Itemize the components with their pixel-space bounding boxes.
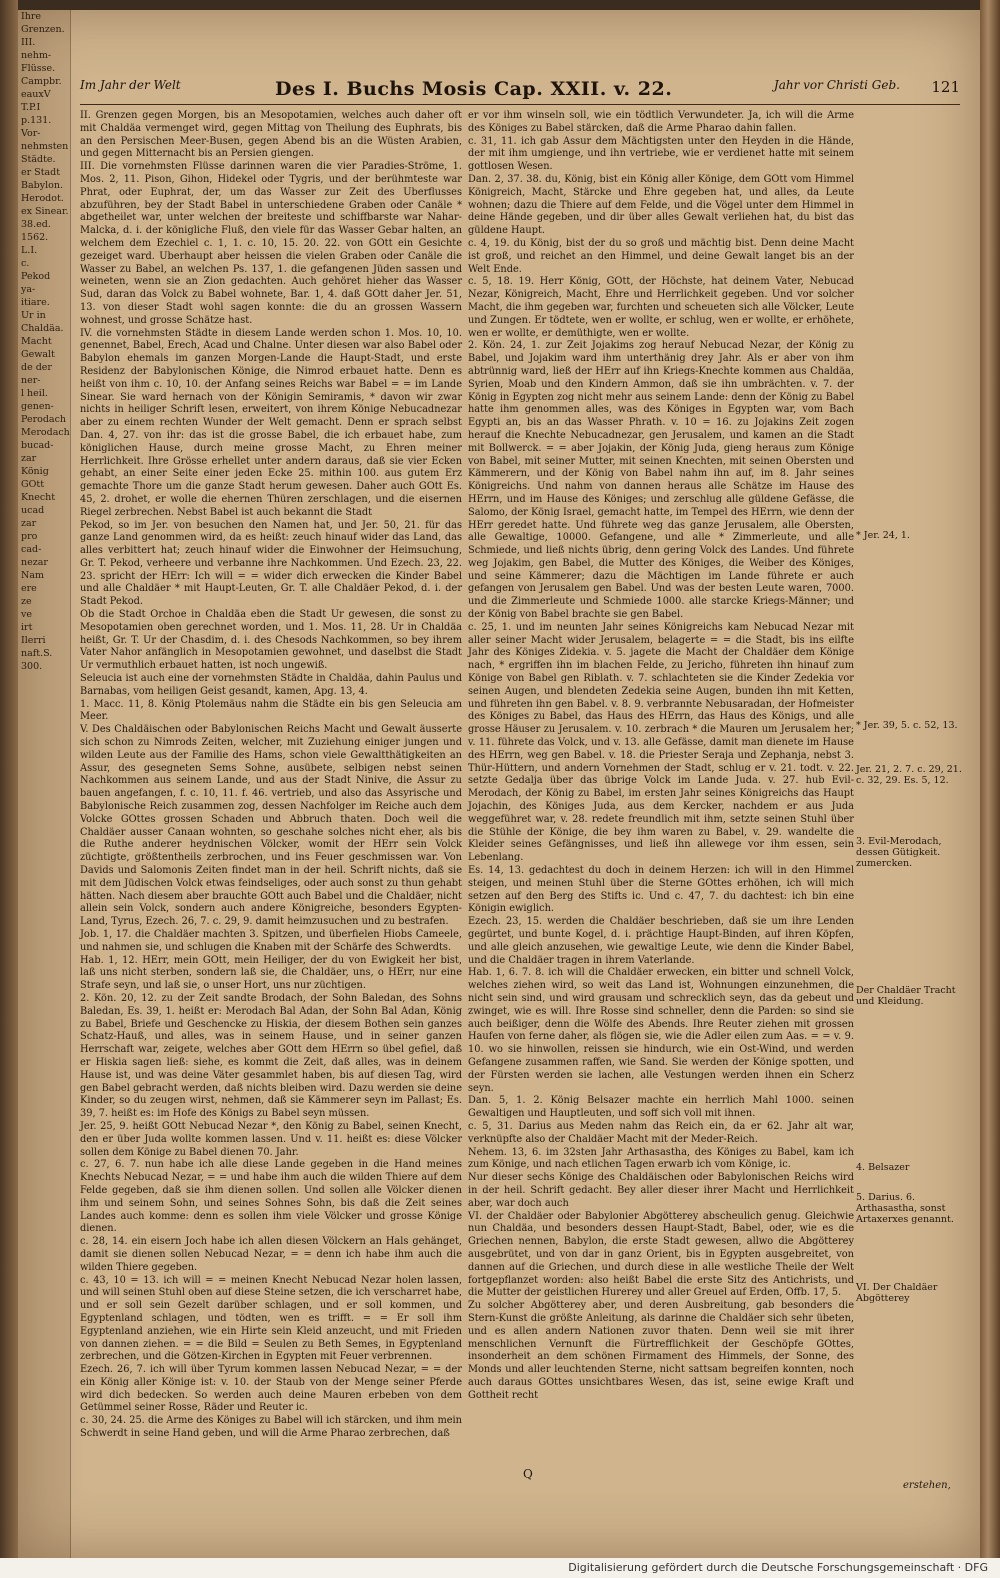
facing-page-text-fragment: L.I. — [21, 245, 38, 256]
left-text-column — [80, 110, 462, 1441]
margin-note: Der Chaldäer Tracht und Kleidung. — [856, 985, 956, 1007]
paragraph: 2. Kön. 20, 12. zu der Zeit sandte Brodach, der Sohn Baledan, des Sohns Baledan, Es. 39, 1. heißt er: Merodach Bal Adan, der Sohn Bal Adan, König zu Babel, Briefe und Geschencke zu Hiskia, der diesem Bothen sein ganzes Schatz-Hauß, und alles, was in seinem Hause, und in seiner ganzen Herrschaft war, zeigete, welches aber GOtt dem HErrn so übel gefiel, daß er Hiskia sagen ließ: siehe, es kommt die Zeit, daß alles, was in deinem Hause ist, und was deine Väter gesammlet haben, bis auf diesen Tag, wird gen Babel gebracht werden, daß nichts bleiben wird. Dazu werden sie deine Kinder, so du zeugen wirst, nehmen, daß sie Kämmerer seyn im Pallast; Es. 39, 7. heißt es: im Hofe des Königs zu Babel seyn müssen. — [80, 992, 462, 1120]
facing-page-text-fragment: Gewalt — [21, 349, 55, 360]
paragraph: Ezech. 23, 15. werden die Chaldäer beschrieben, daß sie um ihre Lenden gegürtet, und bunte Kogel, d. i. prächtige Haupt-Binden, auf ihren Köpfen, und alle gleich anzusehen, wie gewaltige Leute, wie denn die Kinder Babel, und die Chaldäer tragen in ihrem Vaterlande. — [468, 916, 854, 966]
paragraph: c. 28, 14. ein eisern Joch habe ich allen diesen Völckern an Hals gehänget, damit sie dienen sollen Nebucad Nezar, = = denn ich habe ihm auch die wilden Thiere gegeben. — [80, 1236, 462, 1273]
facing-page-text-fragment: Campbr. — [21, 76, 62, 87]
facing-page-text-fragment: l heil. — [21, 388, 48, 399]
paragraph: c. 5, 18. 19. Herr König, GOtt, der Höchste, hat deinem Vater, Nebucad Nezar, Königreich, Macht, Ehre und Herrlichkeit gegeben. Und vor solcher Macht, die ihm gegeben war, furchten und scheueten sich alle Völcker, Leute und Zungen. Er tödtete, wen er wollte, er schlug, wen er wollte, er erhöhete, wen er wollte, er demüthigte, wen er wollte. — [468, 276, 854, 339]
facing-page-text-fragment: bucad- — [21, 440, 54, 451]
footer-credit: Digitalisierung gefördert durch die Deutsche Forschungsgemeinschaft · DFG — [568, 1561, 988, 1574]
paragraph: Jer. 25, 9. heißt GOtt Nebucad Nezar *, den König zu Babel, seinen Knecht, den er über Juda wollte kommen lassen. Und v. 11. heißt es: diese Völcker sollen dem Könige zu Babel dienen 70. Jahr. — [80, 1120, 462, 1158]
paragraph: II. Grenzen gegen Morgen, bis an Mesopotamien, welches auch daher oft mit Chaldäa vermenget wird, gegen Mittag von Theilung des Euphrats, bis an den Persischen Meer-Busen, gegen Abend bis an die Wüsten Arabien, und gegen Mitternacht bis an Persien giengen. — [80, 110, 462, 160]
facing-page-text-fragment: naft.S. — [21, 648, 53, 659]
facing-page-text-fragment: König — [21, 466, 49, 477]
paragraph: Dan. 2, 37. 38. du, König, bist ein König aller Könige, dem GOtt vom Himmel Königreich, Macht, Stärcke und Ehre gegeben hat, und alles, da Leute wohnen; dazu die Thiere auf dem Felde, und die Vögel unter dem Himmel in deine Hände gegeben, und dir über alles Gewalt verliehen hat, du bist das güldene Haupt. — [468, 173, 854, 237]
facing-page-text-fragment: ya- — [21, 284, 36, 295]
paragraph: Seleucia ist auch eine der vornehmsten Städte in Chaldäa, dahin Paulus und Barnabas, vom heiligen Geist gesandt, kamen, Apg. 13, 4. — [80, 673, 462, 697]
paragraph: c. 30, 24. 25. die Arme des Königes zu Babel will ich stärcken, und ihm mein Schwerdt in seine Hand geben, und will die Arme Pharao zerbrechen, daß — [80, 1415, 462, 1440]
facing-page-text-fragment: III. — [21, 37, 36, 48]
facing-page-text-fragment: GOtt — [21, 479, 45, 490]
facing-page-text-fragment: ve — [21, 609, 32, 620]
paragraph: Ezech. 26, 7. ich will über Tyrum kommen lassen Nebucad Nezar, = = der ein König aller Könige ist: v. 10. der Staub von der Menge seiner Pferde wird dich bedecken. So werden auch deine Mauren erbeben von dem Getümmel seiner Rosse, Räder und Reuter ic. — [80, 1364, 462, 1414]
paragraph: Ob die Stadt Orchoe in Chaldäa eben die Stadt Ur gewesen, die sonst zu Mesopotamien oben gerechnet worden, und 1. Mos. 11, 28. Ur in Chaldäa heißt, Gr. T. Ur der Chasdim, d. i. des Chesods Nachkommen, so bey ihrem Vater Nahor anfänglich in Mesopotamien gewohnet, und daselbst die Stadt Ur vermuthlich erbauet hatten, ist noch ungewiß. — [80, 609, 462, 672]
facing-page-text-fragment: pro — [21, 531, 38, 542]
paragraph: Es. 14, 13. gedachtest du doch in deinem Herzen: ich will in den Himmel steigen, und meinen Stuhl über die Sterne GOttes erhöhen, ich will mich setzen auf den Berg des Stifts ic. Und c. 47, 7. du dachtest: ich bin eine Königin ewiglich. — [468, 865, 854, 915]
paragraph: Nur dieser sechs Könige des Chaldäischen oder Babylonischen Reichs wird in der heil. Schrift gedacht. Bey aller dieser ihrer Macht und Herrlichkeit aber, war doch auch — [468, 1172, 854, 1209]
paragraph: Nehem. 13, 6. im 32sten Jahr Arthasastha, des Königes zu Babel, kam ich zum Könige, und nach etlichen Tagen erwarb ich vom Könige, ic. — [468, 1146, 854, 1171]
paragraph: Zu solcher Abgötterey aber, und deren Ausbreitung, gab besonders die Stern-Kunst die größte Anleitung, als darinne die Chaldäer sich sehr übeten, und es allen andern Nationen zuvor thaten. Denn weil sie mit ihrer menschlichen Vernunft die Fürtrefflichkeit der Geschöpfe GOttes, insonderheit an dem schönen Firmament des Himmels, der Sonne, des Monds und aller leuchtenden Sterne, nicht sattsam begreifen konnten, noch auch daraus GOttes unsichtbares Wesen, das ist, seine ewige Kraft und Gottheit recht — [468, 1300, 854, 1401]
margin-note: * Jer. 24, 1. — [856, 530, 910, 541]
paragraph: Dan. 5, 1. 2. König Belsazer machte ein herrlich Mahl 1000. seinen Gewaltigen und Hauptleuten, und soff sich voll mit ihnen. — [468, 1095, 854, 1120]
facing-page-text-fragment: 300. — [21, 661, 43, 672]
paragraph: c. 25, 1. und im neunten Jahr seines Königreichs kam Nebucad Nezar mit aller seiner Macht wider Jerusalem, belagerte = = die Stadt, bis ins eilfte Jahr des Königes Zidekia. v. 5. jagete die Macht der Chaldäer dem Könige nach, * ergriffen ihn im blachen Felde, zu Jericho, führeten ihn hinauf zum Könige von Babel gen Riblath. v. 7. schlachteten sie die Kinder Zedekia vor seinen Augen, und blendeten Zedekia seine Augen, bunden ihn mit Ketten, und führeten ihn gen Babel. v. 8. 9. verbrannte Nebusaradan, der Hofmeister des Königes zu Babel, das Haus des HErrn, das Haus des Königs, und alle grosse Häuser zu Jerusalem. v. 10. zerbrach * die Mauren um Jerusalem her; v. 11. führete das Volck, und v. 13. alle Gefässe, damit man dienete im Hause des HErrn, weg gen Babel. v. 18. die Priester Seraja und Zephanja, nebst 3. Thür-Hüttern, und andern Vornehmen der Stadt, schlug er v. 21. todt. v. 22. setzte Gedalja über das übrige Volck im Lande Juda. v. 27. hub Evil-Merodach, der König zu Babel, im ersten Jahr seines Königreichs das Haupt Jojachin, des Königes Juda, aus dem Kercker, nachdem er aus Juda weggeführet war, v. 28. redete freundlich mit ihm, setzte seinen Stuhl über die Stühle der Könige, die bey ihm waren zu Babel, v. 29. wandelte die Kleider seines Gefängnisses, und ließ ihn allewege vor ihm essen, sein Lebenlang. — [468, 621, 854, 864]
facing-page-text-fragment: Perodach — [21, 414, 67, 425]
facing-page-text-fragment: de der — [21, 362, 52, 373]
facing-page-text-fragment: Ihre — [21, 11, 42, 22]
margin-note: Jer. 21, 2. 7. c. 29, 21. c. 32, 29. Es. 5, 12. — [856, 764, 962, 786]
paragraph: c. 31, 11. ich gab Assur dem Mächtigsten unter den Heyden in die Hände, der mit ihm umgienge, und ihn vertriebe, wie er verdienet hatte mit seinem gottlosen Wesen. — [468, 135, 854, 173]
margin-note: 4. Belsazer — [856, 1162, 910, 1173]
facing-page-text-fragment: Flüsse. — [21, 63, 56, 74]
paragraph: c. 4, 19. du König, bist der du so groß und mächtig bist. Denn deine Macht ist groß, und reichet an den Himmel, und deine Gewalt langet bis an der Welt Ende. — [468, 237, 854, 275]
facing-page-text-fragment: Babylon. — [21, 180, 63, 191]
paragraph: III. Die vornehmsten Flüsse darinnen waren die vier Paradies-Ströme, 1. Mos. 2, 11. Pison, Gihon, Hidekel oder Tygris, und der berühmteste war Phrat, oder Euphrat, der, um das Wasser zur Zeit des Uberflusses abzuführen, bey der Stadt Babel in unterschiedene Graben oder Canäle * abgetheilet war, unter welchen der breiteste und schiffbarste war Nahar-Malcka, d. i. der königliche Fluß, den viele für das Wasser Gebar halten, an welchem dem Ezechiel c. 1, 1. c. 10, 15. 20. 22. von GOtt ein Gesichte gezeiget ward. Uberhaupt aber heissen die vielen Graben oder Canäle die Wasser zu Babel, an welchen Ps. 137, 1. die gefangenen Jüden sassen und weineten, wenn sie an Zion gedachten. Auch gehöret hieher das Wasser Sud, daran das Volck zu Babel wohnete, Bar. 1, 4. daß GOtt daher Jer. 51, 13. von dieser Stadt wohl sagen konnte: die du an grossen Wassern wohnest, und grosse Schätze hast. — [80, 161, 462, 326]
header-title: Des I. Buchs Mosis Cap. XXII. v. 22. — [275, 78, 673, 100]
catchword: erstehen, — [903, 1480, 951, 1491]
facing-page-text-fragment: Ilerri — [21, 635, 46, 646]
facing-page-text-fragment: Pekod — [21, 271, 51, 282]
facing-page-text-fragment: er Stadt — [21, 167, 61, 178]
facing-page-text-fragment: eauxV — [21, 89, 51, 100]
facing-page-fragment — [18, 10, 71, 1558]
margin-note: 3. Evil-Merodach, dessen Gütigkeit. zumercken. — [856, 836, 942, 869]
facing-page-text-fragment: zar — [21, 453, 37, 464]
paragraph: Hab. 1, 12. HErr, mein GOtt, mein Heiliger, der du von Ewigkeit her bist, laß uns nicht sterben, sondern laß sie, die Chaldäer, uns, o HErr, nur eine Strafe seyn, und laß sie, o unser Hort, uns nur züchtigen. — [80, 954, 462, 992]
header-year-before-christ: Jahr vor Christi Geb. — [773, 78, 900, 92]
facing-page-text-fragment: Merodach — [21, 427, 70, 438]
facing-page-text-fragment: Vor- — [21, 128, 41, 139]
facing-page-text-fragment: ex Sinear. — [21, 206, 69, 217]
facing-page-text-fragment: T.P.I — [21, 102, 41, 113]
facing-page-text-fragment: zar — [21, 518, 37, 529]
facing-page-text-fragment: ner- — [21, 375, 41, 386]
facing-page-text-fragment: itiare. — [21, 297, 50, 308]
page-number: 121 — [931, 78, 960, 96]
paragraph: Pekod, so im Jer. von besuchen den Namen hat, und Jer. 50, 21. für das ganze Land genommen wird, da es heißt: zeuch hinauf wider das Land, das alles verbittert hat; zeuch hinauf wider die Einwohner der Heimsuchung, Gr. T. Pekod, verheere und verbanne ihre Nachkommen. Und Ezech. 23, 22. 23. spricht der HErr: Ich will = = wider dich erwecken die Kinder Babel und alle Chaldäer * mit Haupt-Leuten, Gr. T. alle Chaldäer Pekod, d. i. der Stadt Pekod. — [80, 519, 462, 608]
paragraph: 2. Kön. 24, 1. zur Zeit Jojakims zog herauf Nebucad Nezar, der König zu Babel, und Jojakim ward ihm unterthänig drey Jahr. Als er aber von ihm abtrünnig ward, ließ der HErr auf ihn Kriegs-Knechte kommen aus Chaldäa, Syrien, Moab und den Kindern Ammon, daß sie ihn umbrächten. v. 7. der König in Egypten zog nicht mehr aus seinem Lande: denn der König zu Babel hatte ihm genommen alles, was des Königes in Egypten war, vom Bach Egypti an, bis an das Wasser Phrath. v. 10 = 16. zu Jojakins Zeit zogen herauf die Knechte Nebucadnezar, gen Jerusalem, und kamen an die Stadt mit Bollwerck. = = aber Jojakin, der König Juda, gieng heraus zum Könige von Babel, mit seiner Mutter, mit seinen Knechten, mit seinen Obersten und Kämmerern, und der König von Babel nahm ihn auf, im 8. Jahr seines Königreichs. Und nahm von dannen heraus alle Schätze im Hause des HErrn, und im Hause des Königes; und zerschlug alle güldene Gefässe, die Salomo, der König Israel, gemacht hatte, im Tempel des HErrn, wie denn der HErr geredet hatte. Und führete weg das ganze Jerusalem, alle Obersten, alle Gewaltige, 10000. Gefangene, und alle * Zimmerleute, und alle Schmiede, und ließ nichts übrig, denn gering Volck des Landes. Und führete weg Jojakim, gen Babel, die Mutter des Königes, die Weiber des Königes, und seine Kämmerer; dazu die Mächtigen im Lande führete er auch gefangen von Jerusalem gen Babel. Und was der besten Leute waren, 7000. und die Zimmerleute und Schmiede 1000. alle starcke Kriegs-Männer; und der König von Babel brachte sie gen Babel. — [468, 340, 854, 621]
facing-page-text-fragment: ze — [21, 596, 32, 607]
book-page — [18, 10, 980, 1558]
paragraph: IV. die vornehmsten Städte in diesem Lande werden schon 1. Mos. 10, 10. genennet, Babel, Erech, Acad und Chalne. Unter diesen war also Babel oder Babylon ehemals im ganzen Morgen-Lande die Haupt-Stadt, und erste Residenz der Babylonischen Könige, die Nimrod erbauet hatte. Denn es heißt von ihm c. 10, 10. der Anfang seines Reichs war Babel = = im Lande Sinear. Sie ward hernach von der Königin Semiramis, * davon wir zwar nichts in heiliger Schrift lesen, erweitert, von ihrem Könige Nebucadnezar aber zu einem rechten Wunder der Welt gemacht. Denn er sprach selbst Dan. 4, 27. von ihr: das ist die grosse Babel, die ich erbauet habe, zum königlichen Hause, durch meine grosse Macht, zu Ehren meiner Herrlichkeit. Ihre Grösse erhellet unter andern daraus, daß sie vier Ecken gehabt, an einer Seite einer jeden Ecke 25. mithin 100. aus gutem Erz gemachte Thore um die ganze Stadt herum gewesen. Daher auch GOtt Es. 45, 2. drohet, er wolle die ehernen Thüren zerschlagen, und die eisernen Riegel zerbrechen. Nebst Babel ist auch bekannt die Stadt — [80, 327, 462, 518]
facing-page-text-fragment: ere — [21, 583, 37, 594]
facing-page-text-fragment: Chaldäa. — [21, 323, 64, 334]
paragraph: V. Des Chaldäischen oder Babylonischen Reichs Macht und Gewalt äusserte sich schon zu Nimrods Zeiten, welcher, mit Zuziehung einiger jungen und wilden Leute aus der Familie des Hams, schon viele Gewaltthätigkeiten an Assur, des gesegneten Sems Sohne, ausübete, selbigen nebst seinen Nachkommen aus seinem Lande, und aus der Stadt Ninive, die Assur zu bauen angefangen, f. c. 10, 11. f. 46. vertrieb, und also das Assyrische und Babylonische Reich zusammen zog, dessen Nachfolger im Reiche auch dem Volcke GOttes grossen Schaden und Abbruch thaten. Doch weil die Chaldäer ausser Canaan wohnten, so geschahe solches nicht eher, als bis die Ruthe anderer heydnischen Völcker, womit der HErr sein Volck züchtigte, größtentheils zerbrochen, und ins Feuer geschmissen war. Von Davids und Salomonis Zeiten findet man in der heil. Schrift nichts, daß sie mit dem Jüdischen Volck etwas feindseliges, oder auch sonst zu thun gehabt hätten. Nach diesem aber brauchte GOtt auch Babel und die Chaldäer, nicht allein sein Volck, sondern auch andere Königreiche, besonders Egypten-Land, Tyrus, Ezech. 26, 7. c. 29, 9. damit heimzusuchen und zu bestrafen. — [80, 724, 462, 928]
signature-mark: Q — [523, 1467, 533, 1481]
facing-page-text-fragment: Ur in — [21, 310, 46, 321]
facing-page-text-fragment: 38.ed. — [21, 219, 51, 230]
book-gutter — [0, 0, 18, 1578]
facing-page-text-fragment: Macht — [21, 336, 52, 347]
facing-page-text-fragment: Nam — [21, 570, 44, 581]
paragraph: Hab. 1, 6. 7. 8. ich will die Chaldäer erwecken, ein bitter und schnell Volck, welches ziehen wird, so weit das Land ist, Wohnungen einzunehmen, die nicht sein sind, und wird grausam und schrecklich seyn, das da gebeut und zwinget, wie es will. Ihre Rosse sind schneller, denn die Parden: so sind sie auch beißiger, denn die Wölfe des Abends. Ihre Reuter ziehen mit grossen Haufen von ferne daher, als flögen sie, wie die Adler eilen zum Aas. = = v. 9. 10. wo sie hinwollen, reissen sie hindurch, wie ein Ost-Wind, und werden Gefangene zusammen raffen, wie Sand. Sie werden der Könige spotten, und der Fürsten werden sie lachen, alle Vestungen werden ihnen ein Scherz seyn. — [468, 967, 854, 1094]
paragraph: c. 27, 6. 7. nun habe ich alle diese Lande gegeben in die Hand meines Knechts Nebucad Nezar, = = und habe ihm auch die wilden Thiere auf dem Felde gegeben, daß sie ihm dienen sollen. Und sollen alle Völcker dienen ihm und seinem Sohn, und seines Sohnes Sohn, bis daß die Zeit seines Landes auch komme: denn es sollen ihm viele Völcker und grosse Könige dienen. — [80, 1159, 462, 1235]
digitization-footer — [0, 1558, 1000, 1578]
margin-note: VI. Der Chaldäer Abgötterey — [856, 1282, 938, 1304]
paragraph: c. 43, 10 = 13. ich will = = meinen Knecht Nebucad Nezar holen lassen, und will seinen Stuhl oben auf diese Steine setzen, die ich verscharret habe, und er soll sein Gezelt darüber schlagen, und er soll kommen, und Egyptenland schlagen, und tödten, wen es trifft. = = Er soll ihm Egyptenland anziehen, wie ein Hirte sein Kleid anzeucht, und mit Frieden von dannen ziehen. = = die Bild = Seulen zu Beth Semes, in Egyptenland zerbrechen, und die Götzen-Kirchen in Egypten mit Feuer verbrennen. — [80, 1274, 462, 1363]
facing-page-text-fragment: ucad — [21, 505, 45, 516]
margin-note: * Jer. 39, 5. c. 52, 13. — [856, 720, 958, 731]
facing-page-text-fragment: genen- — [21, 401, 54, 412]
right-text-column — [468, 110, 854, 1402]
paragraph: Job. 1, 17. die Chaldäer machten 3. Spitzen, und überfielen Hiobs Cameele, und nahmen sie, und schlugen die Knaben mit der Schärfe des Schwerdts. — [80, 929, 462, 953]
facing-page-text-fragment: c. — [21, 258, 30, 269]
facing-page-text-fragment: 1562. — [21, 232, 49, 243]
paragraph: er vor ihm winseln soll, wie ein tödtlich Verwundeter. Ja, ich will die Arme des Königes zu Babel stärcken, daß die Arme Pharao dahin fallen. — [468, 110, 854, 134]
book-fore-edge — [980, 0, 1000, 1578]
margin-note: 5. Darius. 6. Arthasastha, sonst Artaxerxes genannt. — [856, 1192, 954, 1225]
facing-page-text-fragment: nezar — [21, 557, 48, 568]
facing-page-text-fragment: cad- — [21, 544, 42, 555]
facing-page-text-fragment: Herodot. — [21, 193, 64, 204]
running-header — [80, 76, 960, 105]
paragraph: c. 5, 31. Darius aus Meden nahm das Reich ein, da er 62. Jahr alt war, verknüpfte also der Chaldäer Macht mit der Meder-Reich. — [468, 1120, 854, 1145]
header-year-of-world: Im Jahr der Welt — [80, 78, 181, 92]
facing-page-text-fragment: Grenzen. — [21, 24, 65, 35]
facing-page-text-fragment: nehm- — [21, 50, 52, 61]
facing-page-text-fragment: Knecht — [21, 492, 56, 503]
facing-page-text-fragment: irt — [21, 622, 33, 633]
facing-page-text-fragment: p.131. — [21, 115, 52, 126]
facing-page-text-fragment: nehmsten — [21, 141, 69, 152]
right-margin-notes — [856, 110, 964, 1510]
paragraph: VI. der Chaldäer oder Babylonier Abgötterey abscheulich genug. Gleichwie nun Chaldäa, und besonders dessen Haupt-Stadt, Babel, oder, wie es die Griechen nennen, Babylon, die erste Stadt gewesen, allwo die Abgötterey ausgebrütet, und von dar in ganz Orient, bis in Egypten ausgebreitet, von dannen auf die Griechen, und durch diese in alle westliche Theile der Welt fortgepflanzet worden: also heißt Babel die erste Sitz des Antichrists, und die Mutter der geistlichen Hurerey und aller Greuel auf Erden, Offb. 17, 5. — [468, 1210, 854, 1299]
facing-page-text-fragment: Städte. — [21, 154, 56, 165]
paragraph: 1. Macc. 11, 8. König Ptolemäus nahm die Städte ein bis gen Seleucia am Meer. — [80, 698, 462, 723]
